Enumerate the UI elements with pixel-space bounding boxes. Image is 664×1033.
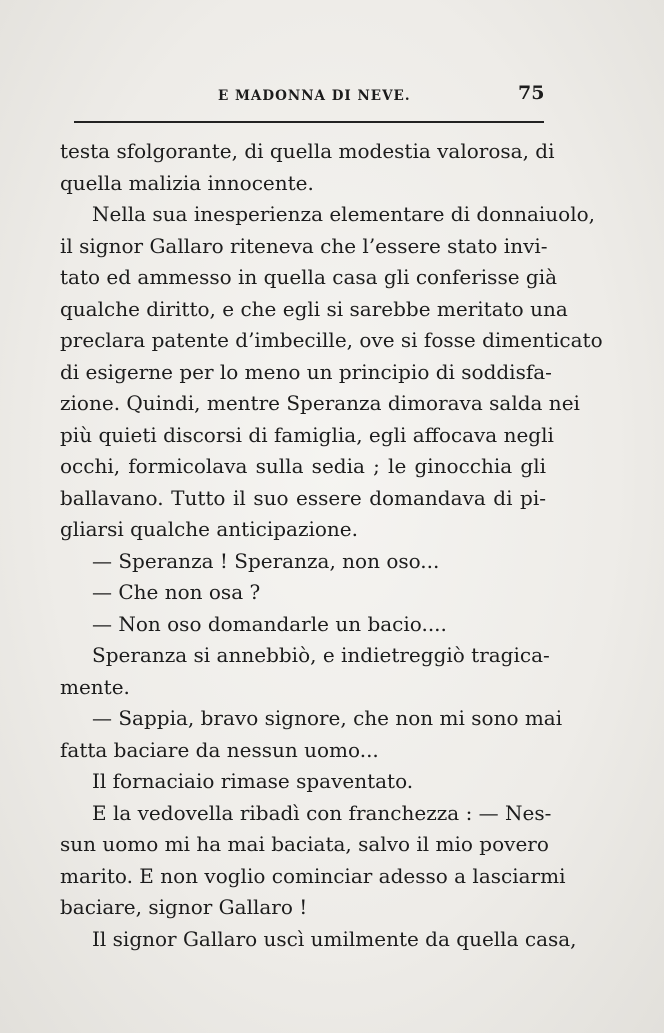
text-line: — Sappia, bravo signore, che non mi sono mai bbox=[92, 706, 563, 730]
text-line: ballavano. Tutto il suo essere domandava di pi- bbox=[60, 485, 546, 510]
text-line: testa sfolgorante, di quella modestia valorosa, di bbox=[60, 139, 555, 163]
text-line: Il fornaciaio rimase spaventato. bbox=[92, 769, 414, 793]
text-line: Il signor Gallaro uscì umilmente da quella casa, bbox=[92, 926, 577, 951]
text-line: preclara patente d’imbecille, ove si fosse dimenticato bbox=[60, 328, 603, 352]
text-line: marito. E non voglio cominciar adesso a lasciarmi bbox=[60, 863, 566, 888]
text-line: più quieti discorsi di famiglia, egli affocava negli bbox=[60, 422, 554, 447]
text-line: — Che non osa ? bbox=[92, 580, 261, 604]
text-line: sun uomo mi ha mai baciata, salvo il mio povero bbox=[60, 832, 549, 856]
text-line: baciare, signor Gallaro ! bbox=[60, 895, 308, 919]
text-line: E la vedovella ribadì con franchezza : — Nes- bbox=[92, 800, 552, 825]
text-line: qualche diritto, e che egli si sarebbe meritato una bbox=[60, 296, 568, 321]
text-line: il signor Gallaro riteneva che l’essere stato invi- bbox=[60, 233, 548, 258]
text-line: Nella sua inesperienza elementare di donnaiuolo, bbox=[92, 202, 596, 226]
text-line: — Speranza ! Speranza, non oso... bbox=[92, 548, 440, 573]
text-line: — Non oso domandarle un bacio.... bbox=[92, 611, 447, 636]
body-text bbox=[60, 136, 603, 955]
text-line: mente. bbox=[60, 674, 130, 699]
text-line: di esigerne per lo meno un principio di soddisfa- bbox=[60, 359, 552, 384]
page-number: 75 bbox=[518, 82, 545, 104]
text-line: gliarsi qualche anticipazione. bbox=[60, 517, 358, 541]
page-header bbox=[0, 82, 664, 106]
text-line: Speranza si annebbiò, e indietreggiò tragica- bbox=[92, 643, 550, 667]
running-title: E MADONNA DI NEVE. bbox=[218, 88, 411, 104]
text-line: zione. Quindi, mentre Speranza dimorava salda nei bbox=[60, 391, 580, 415]
text-line: fatta baciare da nessun uomo... bbox=[60, 737, 379, 762]
text-line: occhi, formicolava sulla sedia ; le ginocchia gli bbox=[60, 454, 546, 478]
text-line: tato ed ammesso in quella casa gli conferisse già bbox=[60, 265, 558, 289]
text-line: quella malizia innocente. bbox=[60, 170, 314, 195]
header-rule bbox=[74, 121, 544, 123]
